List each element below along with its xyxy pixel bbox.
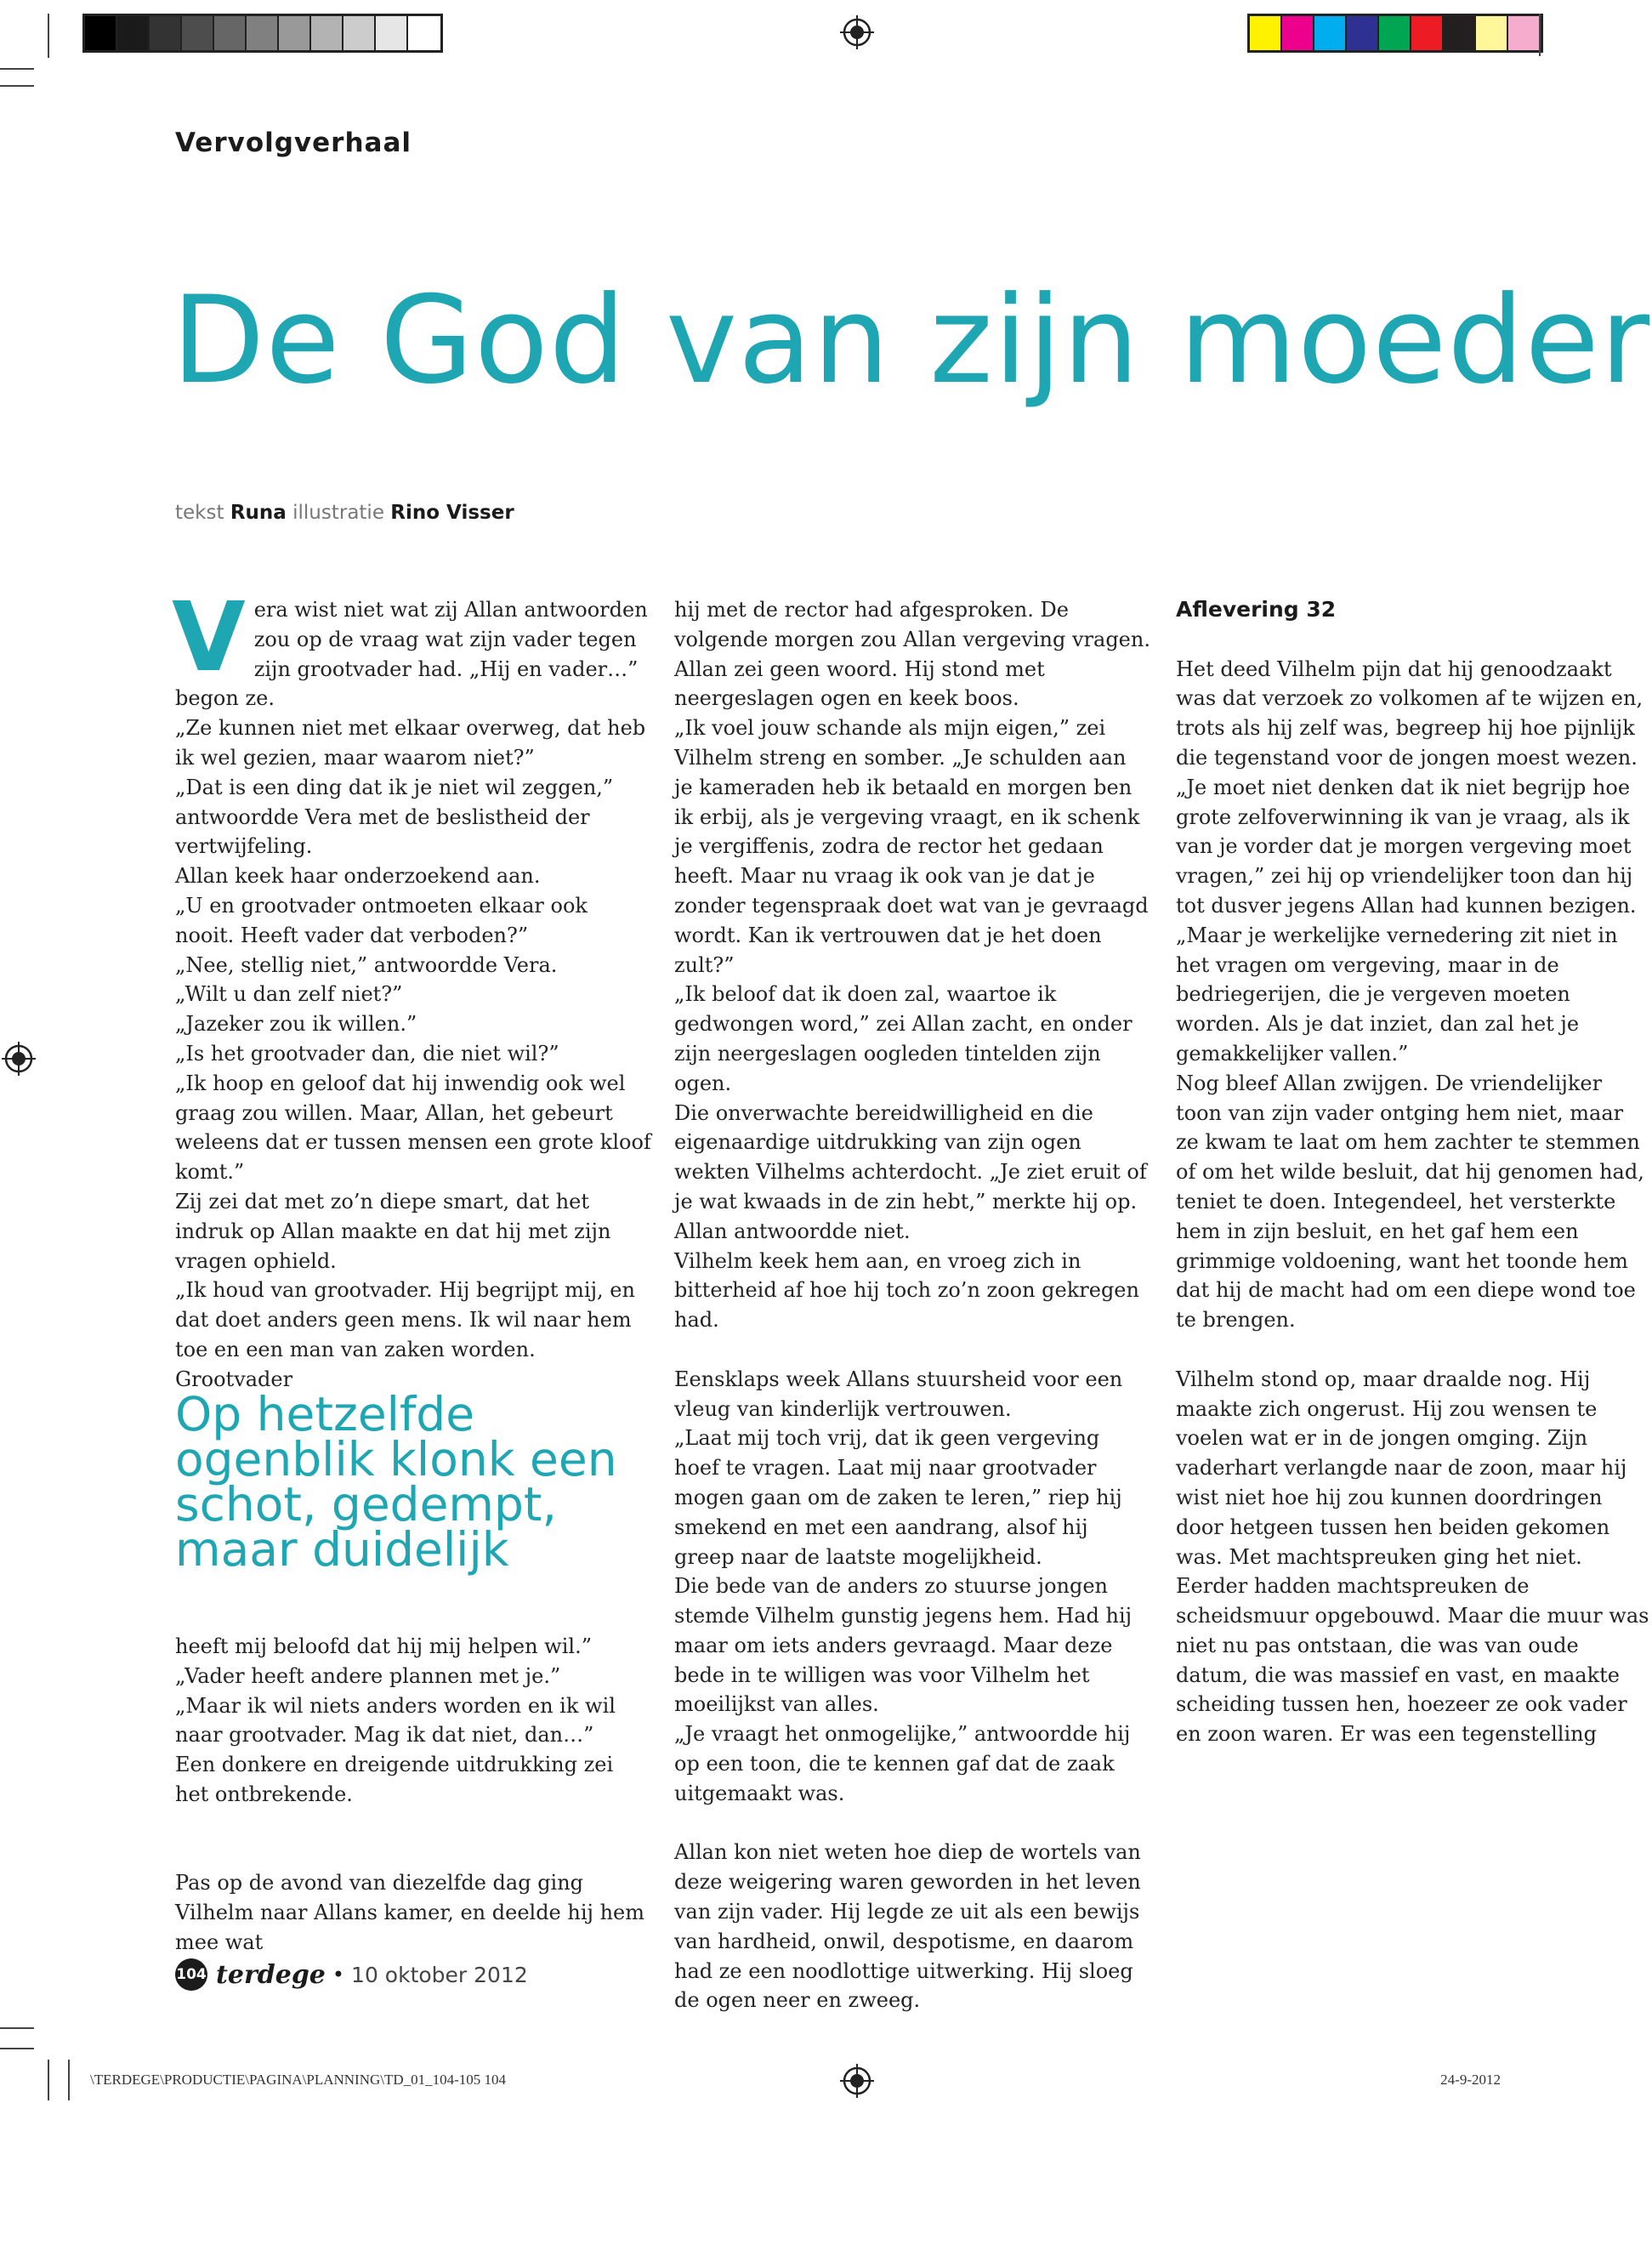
paragraph: Allan keek haar onderzoekend aan. bbox=[175, 864, 541, 889]
paragraph: Pas op de avond van diezelfde dag ging Vilhelm naar Allans kamer, en deelde hij hem mee wat bbox=[175, 1871, 645, 1954]
color-swatch bbox=[1411, 16, 1444, 50]
paragraph: Een donkere en dreigende uitdrukking zei het ontbrekende. bbox=[175, 1753, 614, 1806]
folio-separator: • bbox=[332, 1963, 345, 1986]
magazine-logo: terdege bbox=[216, 1959, 326, 1990]
crop-mark bbox=[0, 68, 34, 70]
gray-swatch bbox=[182, 16, 214, 50]
paragraph: heeft mij beloofd dat hij mij helpen wil.” bbox=[175, 1634, 592, 1658]
registration-mark-icon bbox=[2, 1042, 36, 1076]
paragraph: Allan kon niet weten hoe diep de wortels van deze weigering waren geworden in het leven van zijn vader. Hij legde ze uit als een bewijs van hardheid, onwil, despotisme, en daarom had ze een noodlottige uitwerking. Hij sloeg de ogen neer en zweeg. bbox=[674, 1840, 1141, 2013]
paragraph: Die bede van de anders zo stuurse jongen stemde Vilhelm gunstig jegens hem. Had hij maar om iets anders gevraagd. Maar deze bede in te willigen was voor Vilhelm het moeilijkst van alles. bbox=[674, 1574, 1133, 1717]
paragraph: „Jazeker zou ik willen.” bbox=[175, 1012, 417, 1037]
paragraph: Vilhelm keek hem aan, en vroeg zich in bitterheid af hoe hij toch zo’n zoon gekregen had. bbox=[674, 1248, 1139, 1333]
paragraph: „Ik houd van grootvader. Hij begrijpt mij, en dat doet anders geen mens. Ik wil naar hem toe en een man van zaken worden. Grootvader bbox=[175, 1278, 635, 1391]
paragraph: „Ik voel jouw schande als mijn eigen,” zei Vilhelm streng en somber. „Je schulden aan je kameraden heb ik betaald en morgen ben ik erbij, als je vergeving vraagt, en ik schenk je vergiffenis, zodra de rector het gedaan heeft. Maar nu vraag ik ook van je dat je zonder tegenspraak doet wat van je gevraagd wordt. Kan ik vertrouwen dat je het doen zult?” bbox=[674, 716, 1149, 977]
crop-mark bbox=[0, 2027, 34, 2029]
section-label: Vervolgverhaal bbox=[175, 128, 412, 158]
color-swatch bbox=[1250, 16, 1282, 50]
color-swatch bbox=[1444, 16, 1476, 50]
crop-mark bbox=[0, 85, 34, 87]
color-swatch bbox=[1379, 16, 1411, 50]
crop-mark bbox=[1539, 14, 1541, 56]
gray-swatch bbox=[117, 16, 150, 50]
gray-swatch bbox=[311, 16, 343, 50]
process-color-bar bbox=[1247, 14, 1543, 53]
article-column-1-bottom bbox=[175, 1632, 651, 1958]
paragraph: Vilhelm stond op, maar draalde nog. Hij maakte zich ongerust. Hij zou wensen te voelen wat er in de jongen omging. Zijn vaderhart verlangde naar de zoon, maar hij wist niet hoe hij zou kunnen doordringen door hetgeen tussen hen beiden gekomen was. Met machtspreuken ging het niet. Eerder hadden machtspreuken de scheidsmuur opgebouwd. Maar die muur was niet nu pas ontstaan, die was van oude datum, die was massief en vast, en maakte scheiding tussen hen, hoezeer ze ook vader en zoon waren. Er was een tegenstelling bbox=[1176, 1367, 1649, 1747]
byline-illustrator: Rino Visser bbox=[390, 502, 514, 524]
byline-author: Runa bbox=[230, 502, 287, 524]
paragraph: „Je vraagt het onmogelijke,” antwoordde hij op een toon, die te kennen gaf dat de zaak uitgemaakt was. bbox=[674, 1722, 1131, 1805]
byline-illustration-label: illustratie bbox=[292, 502, 384, 524]
crop-mark bbox=[48, 14, 49, 58]
article-column-2 bbox=[674, 595, 1150, 2015]
paragraph: Die onverwachte bereidwilligheid en die eigenaardige uitdrukking van zijn ogen wekten Vilhelms achterdocht. „Je ziet eruit of je wat kwaads in de zin hebt,” merkte hij op. bbox=[674, 1100, 1147, 1213]
paragraph: „U en grootvader ontmoeten elkaar ook nooit. Heeft vader dat verboden?” bbox=[175, 893, 588, 947]
paragraph: Zij zei dat met zo’n diepe smart, dat het indruk op Allan maakte en dat hij met zijn vragen ophield. bbox=[175, 1189, 611, 1273]
paragraph: „Je moet niet denken dat ik niet begrijp hoe grote zelfoverwinning ik van je vraag, als ik van je vorder dat je morgen vergeving moet vragen,” zei hij op vriendelijker toon dan hij tot dusver jegens Allan had kunnen bezigen. „Maar je werkelijke vernedering zit niet in het vragen om vergeving, maar in de bedriegerijen, die je vergeven moeten worden. Als je dat inziet, dan zal het je gemakkelijker vallen.” bbox=[1176, 775, 1637, 1066]
episode-label: Aflevering 32 bbox=[1176, 597, 1337, 622]
paragraph: Allan antwoordde niet. bbox=[674, 1219, 911, 1243]
issue-date: 10 oktober 2012 bbox=[351, 1962, 528, 1987]
color-swatch bbox=[1314, 16, 1347, 50]
page-folio bbox=[175, 1958, 528, 1991]
gray-swatch bbox=[85, 16, 117, 50]
article-column-1-top bbox=[172, 583, 651, 1395]
color-swatch bbox=[1347, 16, 1379, 50]
paragraph: „Laat mij toch vrij, dat ik geen vergeving hoef te vragen. Laat mij naar grootvader mogen gaan om de zaken te leren,” riep hij smekend en met een aandrang, alsof hij greep naar de laatste mogelijkheid. bbox=[674, 1426, 1122, 1569]
paragraph: Nog bleef Allan zwijgen. De vriendelijker toon van zijn vader ontging hem niet, maar ze kwam te laat om hem zachter te stemmen of om het wilde besluit, dat hij genomen had, teniet te doen. Integendeel, het versterkte hem in zijn besluit, en het gaf hem een grimmige voldoening, want het toonde hem dat hij de macht had om een diepe wond toe te brengen. bbox=[1176, 1071, 1644, 1333]
paragraph: „Nee, stellig niet,” antwoordde Vera. bbox=[175, 952, 558, 977]
paragraph: „Maar ik wil niets anders worden en ik wil naar grootvader. Mag ik dat niet, dan…” bbox=[175, 1693, 616, 1748]
paragraph: Eensklaps week Allans stuursheid voor een vleug van kinderlijk vertrouwen. bbox=[674, 1367, 1123, 1421]
article-column-3 bbox=[1176, 595, 1652, 1749]
print-slug-path: \TERDEGE\PRODUCTIE\PAGINA\PLANNING\TD_01_104-105 104 bbox=[90, 2072, 507, 2088]
paragraph: „Ik hoop en geloof dat hij inwendig ook wel graag zou willen. Maar, Allan, het gebeurt weleens dat er tussen mensen een grote kloof komt.” bbox=[175, 1071, 651, 1185]
gray-swatch bbox=[408, 16, 440, 50]
byline-text-label: tekst bbox=[175, 502, 224, 524]
paragraph: hij met de rector had afgesproken. De volgende morgen zou Allan vergeving vragen. bbox=[674, 598, 1150, 651]
color-swatch bbox=[1282, 16, 1314, 50]
paragraph: „Vader heeft andere plannen met je.” bbox=[175, 1663, 561, 1688]
paragraph: „Dat is een ding dat ik je niet wil zeggen,” antwoordde Vera met de beslistheid der vertwijfeling. bbox=[175, 775, 614, 859]
gray-swatch bbox=[150, 16, 182, 50]
color-swatch bbox=[1476, 16, 1508, 50]
drop-cap: V bbox=[172, 583, 246, 693]
paragraph: „Ze kunnen niet met elkaar overweg, dat heb ik wel gezien, maar waarom niet?” bbox=[175, 716, 646, 770]
crop-mark bbox=[68, 2060, 70, 2100]
registration-mark-icon bbox=[840, 15, 874, 49]
paragraph: era wist niet wat zij Allan antwoorden zou op de vraag wat zijn vader tegen zijn grootvader had. „Hij en vader…” begon ze. bbox=[175, 598, 648, 711]
gray-swatch bbox=[376, 16, 408, 50]
crop-mark bbox=[0, 2048, 34, 2049]
grayscale-color-bar bbox=[82, 14, 443, 53]
paragraph: Allan zei geen woord. Hij stond met neergeslagen ogen en keek boos. bbox=[674, 656, 1045, 711]
gray-swatch bbox=[214, 16, 247, 50]
gray-swatch bbox=[279, 16, 311, 50]
color-swatch bbox=[1508, 16, 1541, 50]
print-slug-date: 24-9-2012 bbox=[1440, 2072, 1501, 2088]
page-number-badge: 104 bbox=[175, 1958, 207, 1991]
paragraph: „Ik beloof dat ik doen zal, waartoe ik gedwongen word,” zei Allan zacht, en onder zijn neergeslagen oogleden tintelden zijn ogen. bbox=[674, 982, 1133, 1095]
page-title: De God van zijn moeder bbox=[172, 270, 1651, 411]
paragraph: Het deed Vilhelm pijn dat hij genoodzaakt was dat verzoek zo volkomen af te wijzen en, trots als hij zelf was, begreep hij hoe pijnlijk die tegenstand voor de jongen moest wezen. bbox=[1176, 656, 1643, 770]
pull-quote: Op hetzelfde ogenblik klonk een schot, gedempt, maar duidelijk bbox=[175, 1387, 617, 1577]
registration-mark-icon bbox=[840, 2064, 874, 2098]
paragraph: „Is het grootvader dan, die niet wil?” bbox=[175, 1041, 559, 1066]
gray-swatch bbox=[247, 16, 279, 50]
gray-swatch bbox=[343, 16, 376, 50]
paragraph: „Wilt u dan zelf niet?” bbox=[175, 982, 403, 1007]
crop-mark bbox=[48, 2060, 49, 2100]
byline bbox=[175, 502, 514, 524]
